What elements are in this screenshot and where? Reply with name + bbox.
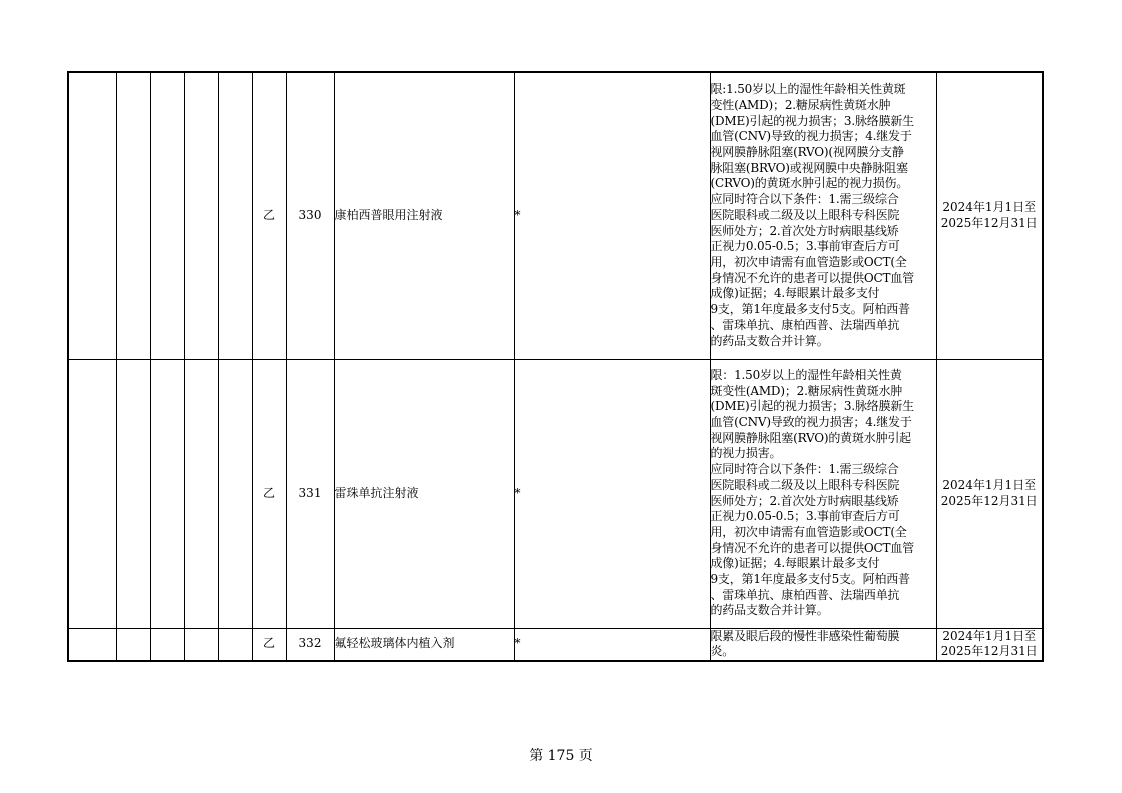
- validity-period-cell: 2024年1月1日至 2025年12月31日: [936, 628, 1043, 661]
- category-cell: 乙: [252, 359, 286, 628]
- marker-cell: *: [514, 72, 710, 359]
- empty-cell: [150, 72, 184, 359]
- empty-cell: [116, 628, 150, 661]
- marker-cell: *: [514, 359, 710, 628]
- category-cell: 乙: [252, 72, 286, 359]
- empty-cell: [68, 72, 116, 359]
- empty-cell: [116, 72, 150, 359]
- empty-cell: [150, 628, 184, 661]
- empty-cell: [68, 359, 116, 628]
- table-row: [68, 628, 1043, 661]
- restriction-cell: 限:1.50岁以上的湿性年龄相关性黄斑 变性(AMD)；2.糖尿病性黄斑水肿 (DME)引起的视力损害；3.脉络膜新生 血管(CNV)导致的视力损害；4.继发于 视网膜静脉阻塞(RVO)(视网膜分支静 脉阻塞(BRVO)或视网膜中央静脉阻塞 (CRVO)的黄斑水肿引起的视力损伤。 应同时符合以下条件：1.需三级综合 医院眼科或二级及以上眼科专科医院 医师处方；2.首次处方时病眼基线矫 正视力0.05-0.5；3.事前审查后方可 用，初次申请需有血管造影或OCT(全 身情况不允许的患者可以提供OCT血管 成像)证据；4.每眼累计最多支付 9支，第1年度最多支付5支。阿柏西普 、雷珠单抗、康柏西普、法瑞西单抗 的药品支数合并计算。: [710, 72, 936, 359]
- empty-cell: [184, 359, 218, 628]
- category-cell: 乙: [252, 628, 286, 661]
- table-row: [68, 359, 1043, 628]
- empty-cell: [150, 359, 184, 628]
- table-row: [68, 72, 1043, 359]
- page-number: 第 175 页: [529, 748, 593, 764]
- marker-cell: *: [514, 628, 710, 661]
- empty-cell: [184, 628, 218, 661]
- drug-name-cell: 康柏西普眼用注射液: [334, 72, 514, 359]
- validity-period-cell: 2024年1月1日至 2025年12月31日: [936, 72, 1043, 359]
- empty-cell: [68, 628, 116, 661]
- number-cell: 330: [286, 72, 334, 359]
- empty-cell: [184, 72, 218, 359]
- restriction-cell: 限：1.50岁以上的湿性年龄相关性黄 斑变性(AMD)；2.糖尿病性黄斑水肿 (DME)引起的视力损害；3.脉络膜新生 血管(CNV)导致的视力损害；4.继发于 视网膜静脉阻塞(RVO)的黄斑水肿引起 的视力损害。 应同时符合以下条件：1.需三级综合 医院眼科或二级及以上眼科专科医院 医师处方；2.首次处方时病眼基线矫 正视力0.05-0.5；3.事前审查后方可 用，初次申请需有血管造影或OCT(全 身情况不允许的患者可以提供OCT血管 成像)证据；4.每眼累计最多支付 9支，第1年度最多支付5支。阿柏西普 、雷珠单抗、康柏西普、法瑞西单抗 的药品支数合并计算。: [710, 359, 936, 628]
- restriction-cell: 限累及眼后段的慢性非感染性葡萄膜 炎。: [710, 628, 936, 661]
- empty-cell: [218, 628, 252, 661]
- empty-cell: [116, 359, 150, 628]
- drug-table: [67, 71, 1044, 662]
- drug-name-cell: 雷珠单抗注射液: [334, 359, 514, 628]
- number-cell: 332: [286, 628, 334, 661]
- drug-name-cell: 氟轻松玻璃体内植入剂: [334, 628, 514, 661]
- number-cell: 331: [286, 359, 334, 628]
- validity-period-cell: 2024年1月1日至 2025年12月31日: [936, 359, 1043, 628]
- empty-cell: [218, 72, 252, 359]
- empty-cell: [218, 359, 252, 628]
